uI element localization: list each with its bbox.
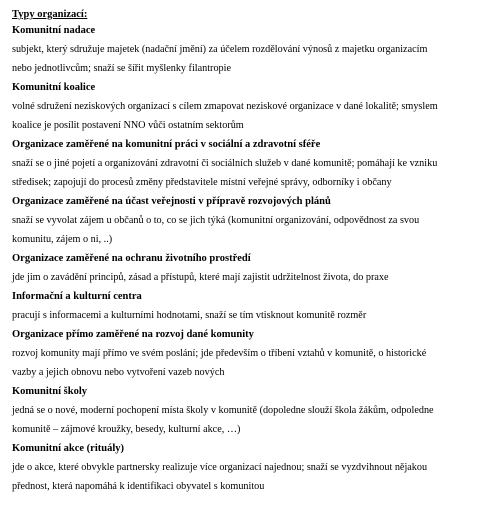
entry-heading: Komunitní akce (rituály) <box>12 443 124 454</box>
entry-description: snaží se vyvolat zájem u občanů o to, co se jich týká (komunitní organizování, odpovědnost za svou komunitu, zájem o ni, ..) <box>12 215 420 245</box>
entry-description: jde o akce, které obvykle partnersky realizuje více organizací najednou; snaží se vyzdvihnout nějakou přednost, která napomáhá k identifikaci obyvatel s komunitou <box>12 462 428 492</box>
entry-ucast-verejnosti <box>12 195 496 249</box>
entry-heading: Komunitní koalice <box>12 82 96 93</box>
entry-rozvoj-komunity <box>12 328 496 382</box>
entry-heading: Organizace zaměřené na ochranu životního prostředí <box>12 253 251 264</box>
entry-heading: Organizace přímo zaměřené na rozvoj dané komunity <box>12 329 254 340</box>
entry-description: jde jim o zavádění principů, zásad a přístupů, které mají zajistit udržitelnost života, do praxe <box>12 272 389 283</box>
entry-socialni-zdravotni-sfera <box>12 138 496 192</box>
entry-heading: Organizace zaměřené na komunitní práci v sociální a zdravotní sféře <box>12 139 321 150</box>
entry-heading: Organizace zaměřené na účast veřejnosti v přípravě rozvojových plánů <box>12 196 331 207</box>
entry-zivotni-prostredi <box>12 252 496 287</box>
entry-informacni-kulturni-centra <box>12 290 496 325</box>
entry-description: rozvoj komunity mají přímo ve svém poslání; jde především o tříbení vztahů v komunitě, o historické vazby a jejich obnovu nebo vytvoření vazeb nových <box>12 348 427 378</box>
entry-heading: Komunitní školy <box>12 386 87 397</box>
entry-description: jedná se o nové, moderní pochopení místa školy v komunitě (dopoledne slouží škola žákům, odpoledne komunitě – zájmové kroužky, besedy, kulturní akce, …) <box>12 405 434 435</box>
document-body <box>12 8 496 499</box>
entry-description: pracují s informacemi a kulturními hodnotami, snaží se tím vtisknout komunitě rozměr <box>12 310 367 321</box>
entry-heading: Komunitní nadace <box>12 25 96 36</box>
entry-komunitni-koalice <box>12 81 496 135</box>
entry-description: subjekt, který sdružuje majetek (nadační jmění) za účelem rozdělování výnosů z majetku organizacím nebo jednotlivcům; snaží se šířit myšlenky filantropie <box>12 44 428 74</box>
entry-komunitni-skoly <box>12 385 496 439</box>
entry-heading: Informační a kulturní centra <box>12 291 142 302</box>
entry-description: volné sdružení neziskových organizací s cílem zmapovat neziskové organizace v dané lokalitě; smyslem koalice je posílit postavení NNO vůči ostatním sektorům <box>12 101 438 131</box>
entry-description: snaží se o jiné pojetí a organizování zdravotní či sociálních služeb v dané komunitě; pomáhají ke vzniku středisek; zapojují do procesů změny představitele místní veřejné správy, odborníky i občany <box>12 158 438 188</box>
entry-komunitni-nadace <box>12 24 496 78</box>
entry-komunitni-akce <box>12 442 496 496</box>
document-title: Typy organizací: <box>12 9 88 20</box>
